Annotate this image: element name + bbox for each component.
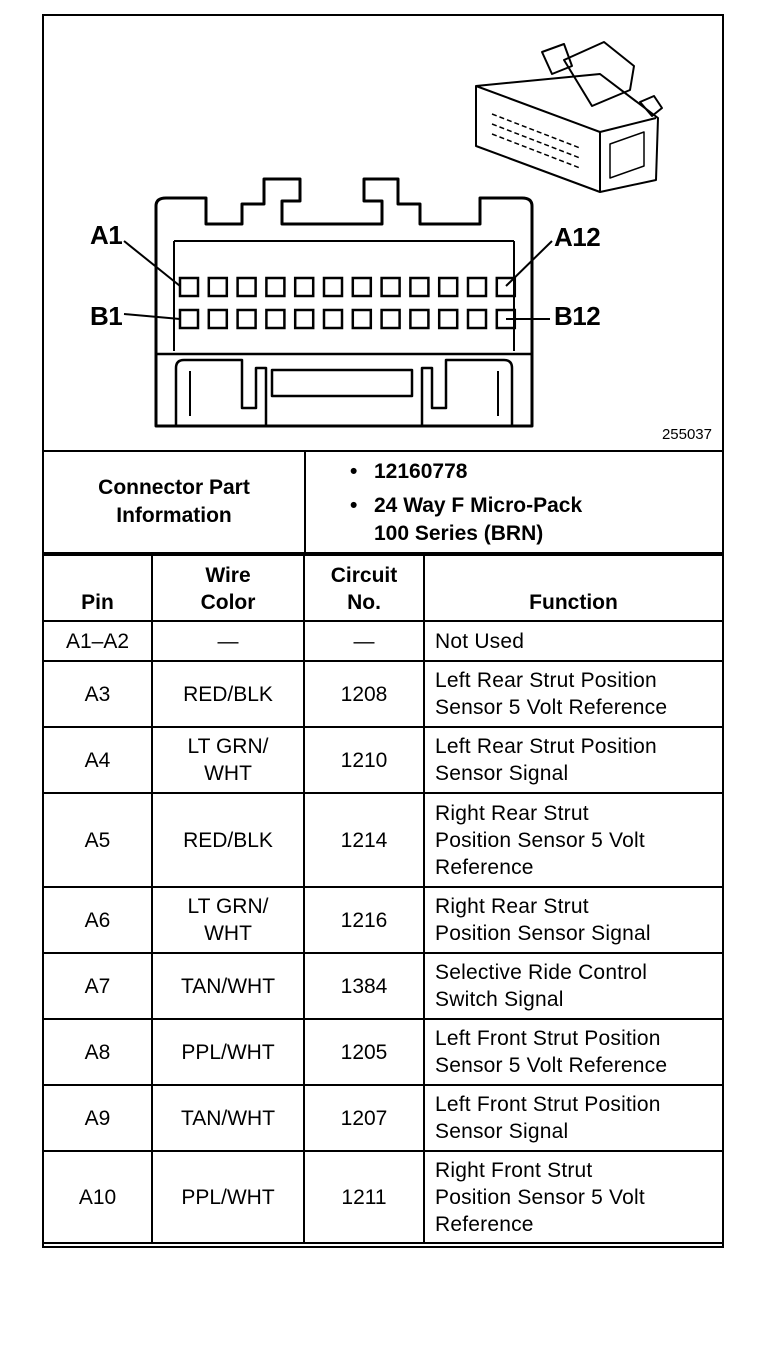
pin-cavity-a6 xyxy=(324,278,342,296)
pin-cell: A8 xyxy=(44,1019,152,1085)
pin-cavity-a11 xyxy=(468,278,486,296)
connector-key-slot xyxy=(272,370,412,396)
pin-cell: A9 xyxy=(44,1085,152,1151)
pin-cell: A3 xyxy=(44,661,152,727)
pin-cavity-a9 xyxy=(410,278,428,296)
pin-cavity-b4 xyxy=(266,310,284,328)
function-cell: Left Front Strut Position Sensor 5 Volt Reference xyxy=(424,1019,722,1085)
pin-table xyxy=(44,554,722,1244)
table-row xyxy=(44,953,722,1019)
pin-cell: A10 xyxy=(44,1151,152,1243)
circuit-cell: 1207 xyxy=(304,1085,424,1151)
wire-color-cell: — xyxy=(152,621,304,661)
connector-diagram xyxy=(44,16,722,450)
function-cell: Right Rear Strut Position Sensor 5 Volt Reference xyxy=(424,793,722,887)
wire-color-cell: PPL/WHT xyxy=(152,1151,304,1243)
pin-cavity-b7 xyxy=(353,310,371,328)
pin-cell: A6 xyxy=(44,887,152,953)
circuit-cell: 1216 xyxy=(304,887,424,953)
table-row xyxy=(44,1151,722,1243)
header-circuit-no: Circuit No. xyxy=(304,555,424,621)
pin-label-a12: A12 xyxy=(554,222,601,252)
part-info-values xyxy=(306,452,722,552)
pin-cavity-b6 xyxy=(324,310,342,328)
circuit-cell: 1208 xyxy=(304,661,424,727)
pin-cavity-b8 xyxy=(382,310,400,328)
circuit-cell: 1214 xyxy=(304,793,424,887)
function-cell: Left Front Strut Position Sensor Signal xyxy=(424,1085,722,1151)
function-cell: Left Rear Strut Position Sensor 5 Volt Reference xyxy=(424,661,722,727)
circuit-cell: 1210 xyxy=(304,727,424,793)
part-info-label: Connector Part Information xyxy=(44,452,306,552)
wire-color-cell: LT GRN/ WHT xyxy=(152,727,304,793)
connector-part-info xyxy=(44,450,722,554)
circuit-cell: 1384 xyxy=(304,953,424,1019)
part-description-line2: 100 Series (BRN) xyxy=(374,522,544,545)
pin-cavity-b3 xyxy=(238,310,256,328)
pin-cavity-a8 xyxy=(382,278,400,296)
pin-label-a1: A1 xyxy=(90,220,123,250)
pin-cavity-a4 xyxy=(266,278,284,296)
b1-leader-line xyxy=(124,314,180,319)
figure-number: 255037 xyxy=(661,426,712,443)
wire-color-cell: RED/BLK xyxy=(152,661,304,727)
wire-color-cell: PPL/WHT xyxy=(152,1019,304,1085)
pin-cavity-a2 xyxy=(209,278,227,296)
pin-cell: A5 xyxy=(44,793,152,887)
function-cell: Selective Ride Control Switch Signal xyxy=(424,953,722,1019)
connector-perspective-view xyxy=(476,42,662,192)
pin-table-header xyxy=(44,555,722,621)
pin-cell: A1–A2 xyxy=(44,621,152,661)
header-pin: Pin xyxy=(44,555,152,621)
bullet-icon: • xyxy=(350,494,358,517)
table-row xyxy=(44,661,722,727)
table-row xyxy=(44,1085,722,1151)
pin-cavity-a1 xyxy=(180,278,198,296)
pin-cell: A4 xyxy=(44,727,152,793)
pin-cavity-b5 xyxy=(295,310,313,328)
pin-cavity-b1 xyxy=(180,310,198,328)
part-number: 12160778 xyxy=(374,460,468,483)
wire-color-cell: RED/BLK xyxy=(152,793,304,887)
circuit-cell: 1211 xyxy=(304,1151,424,1243)
table-row xyxy=(44,887,722,953)
circuit-cell: 1205 xyxy=(304,1019,424,1085)
pin-label-b12: B12 xyxy=(554,301,601,331)
pin-cavity-b2 xyxy=(209,310,227,328)
pin-cell: A7 xyxy=(44,953,152,1019)
function-cell: Right Front Strut Position Sensor 5 Volt Reference xyxy=(424,1151,722,1243)
pin-cavity-a3 xyxy=(238,278,256,296)
pin-label-b1: B1 xyxy=(90,301,123,331)
connector-sheet xyxy=(42,14,724,1248)
a1-leader-line xyxy=(124,241,180,286)
function-cell: Left Rear Strut Position Sensor Signal xyxy=(424,727,722,793)
table-row xyxy=(44,793,722,887)
a12-leader-line xyxy=(506,241,552,286)
part-description-line1: 24 Way F Micro-Pack xyxy=(374,494,583,517)
pin-cavity-b10 xyxy=(439,310,457,328)
pin-cavity-a5 xyxy=(295,278,313,296)
pin-cavity-a10 xyxy=(439,278,457,296)
table-row xyxy=(44,727,722,793)
pin-cavity-b9 xyxy=(410,310,428,328)
function-cell: Not Used xyxy=(424,621,722,661)
pin-cavity-a7 xyxy=(353,278,371,296)
header-wire-color: Wire Color xyxy=(152,555,304,621)
table-row xyxy=(44,1019,722,1085)
circuit-cell: — xyxy=(304,621,424,661)
table-row xyxy=(44,621,722,661)
wire-color-cell: LT GRN/ WHT xyxy=(152,887,304,953)
wire-color-cell: TAN/WHT xyxy=(152,953,304,1019)
wire-color-cell: TAN/WHT xyxy=(152,1085,304,1151)
connector-face-drawing xyxy=(44,16,722,450)
connector-housing-outline xyxy=(156,179,532,426)
pin-cavity-b11 xyxy=(468,310,486,328)
function-cell: Right Rear Strut Position Sensor Signal xyxy=(424,887,722,953)
bullet-icon: • xyxy=(350,460,358,483)
header-function: Function xyxy=(424,555,722,621)
